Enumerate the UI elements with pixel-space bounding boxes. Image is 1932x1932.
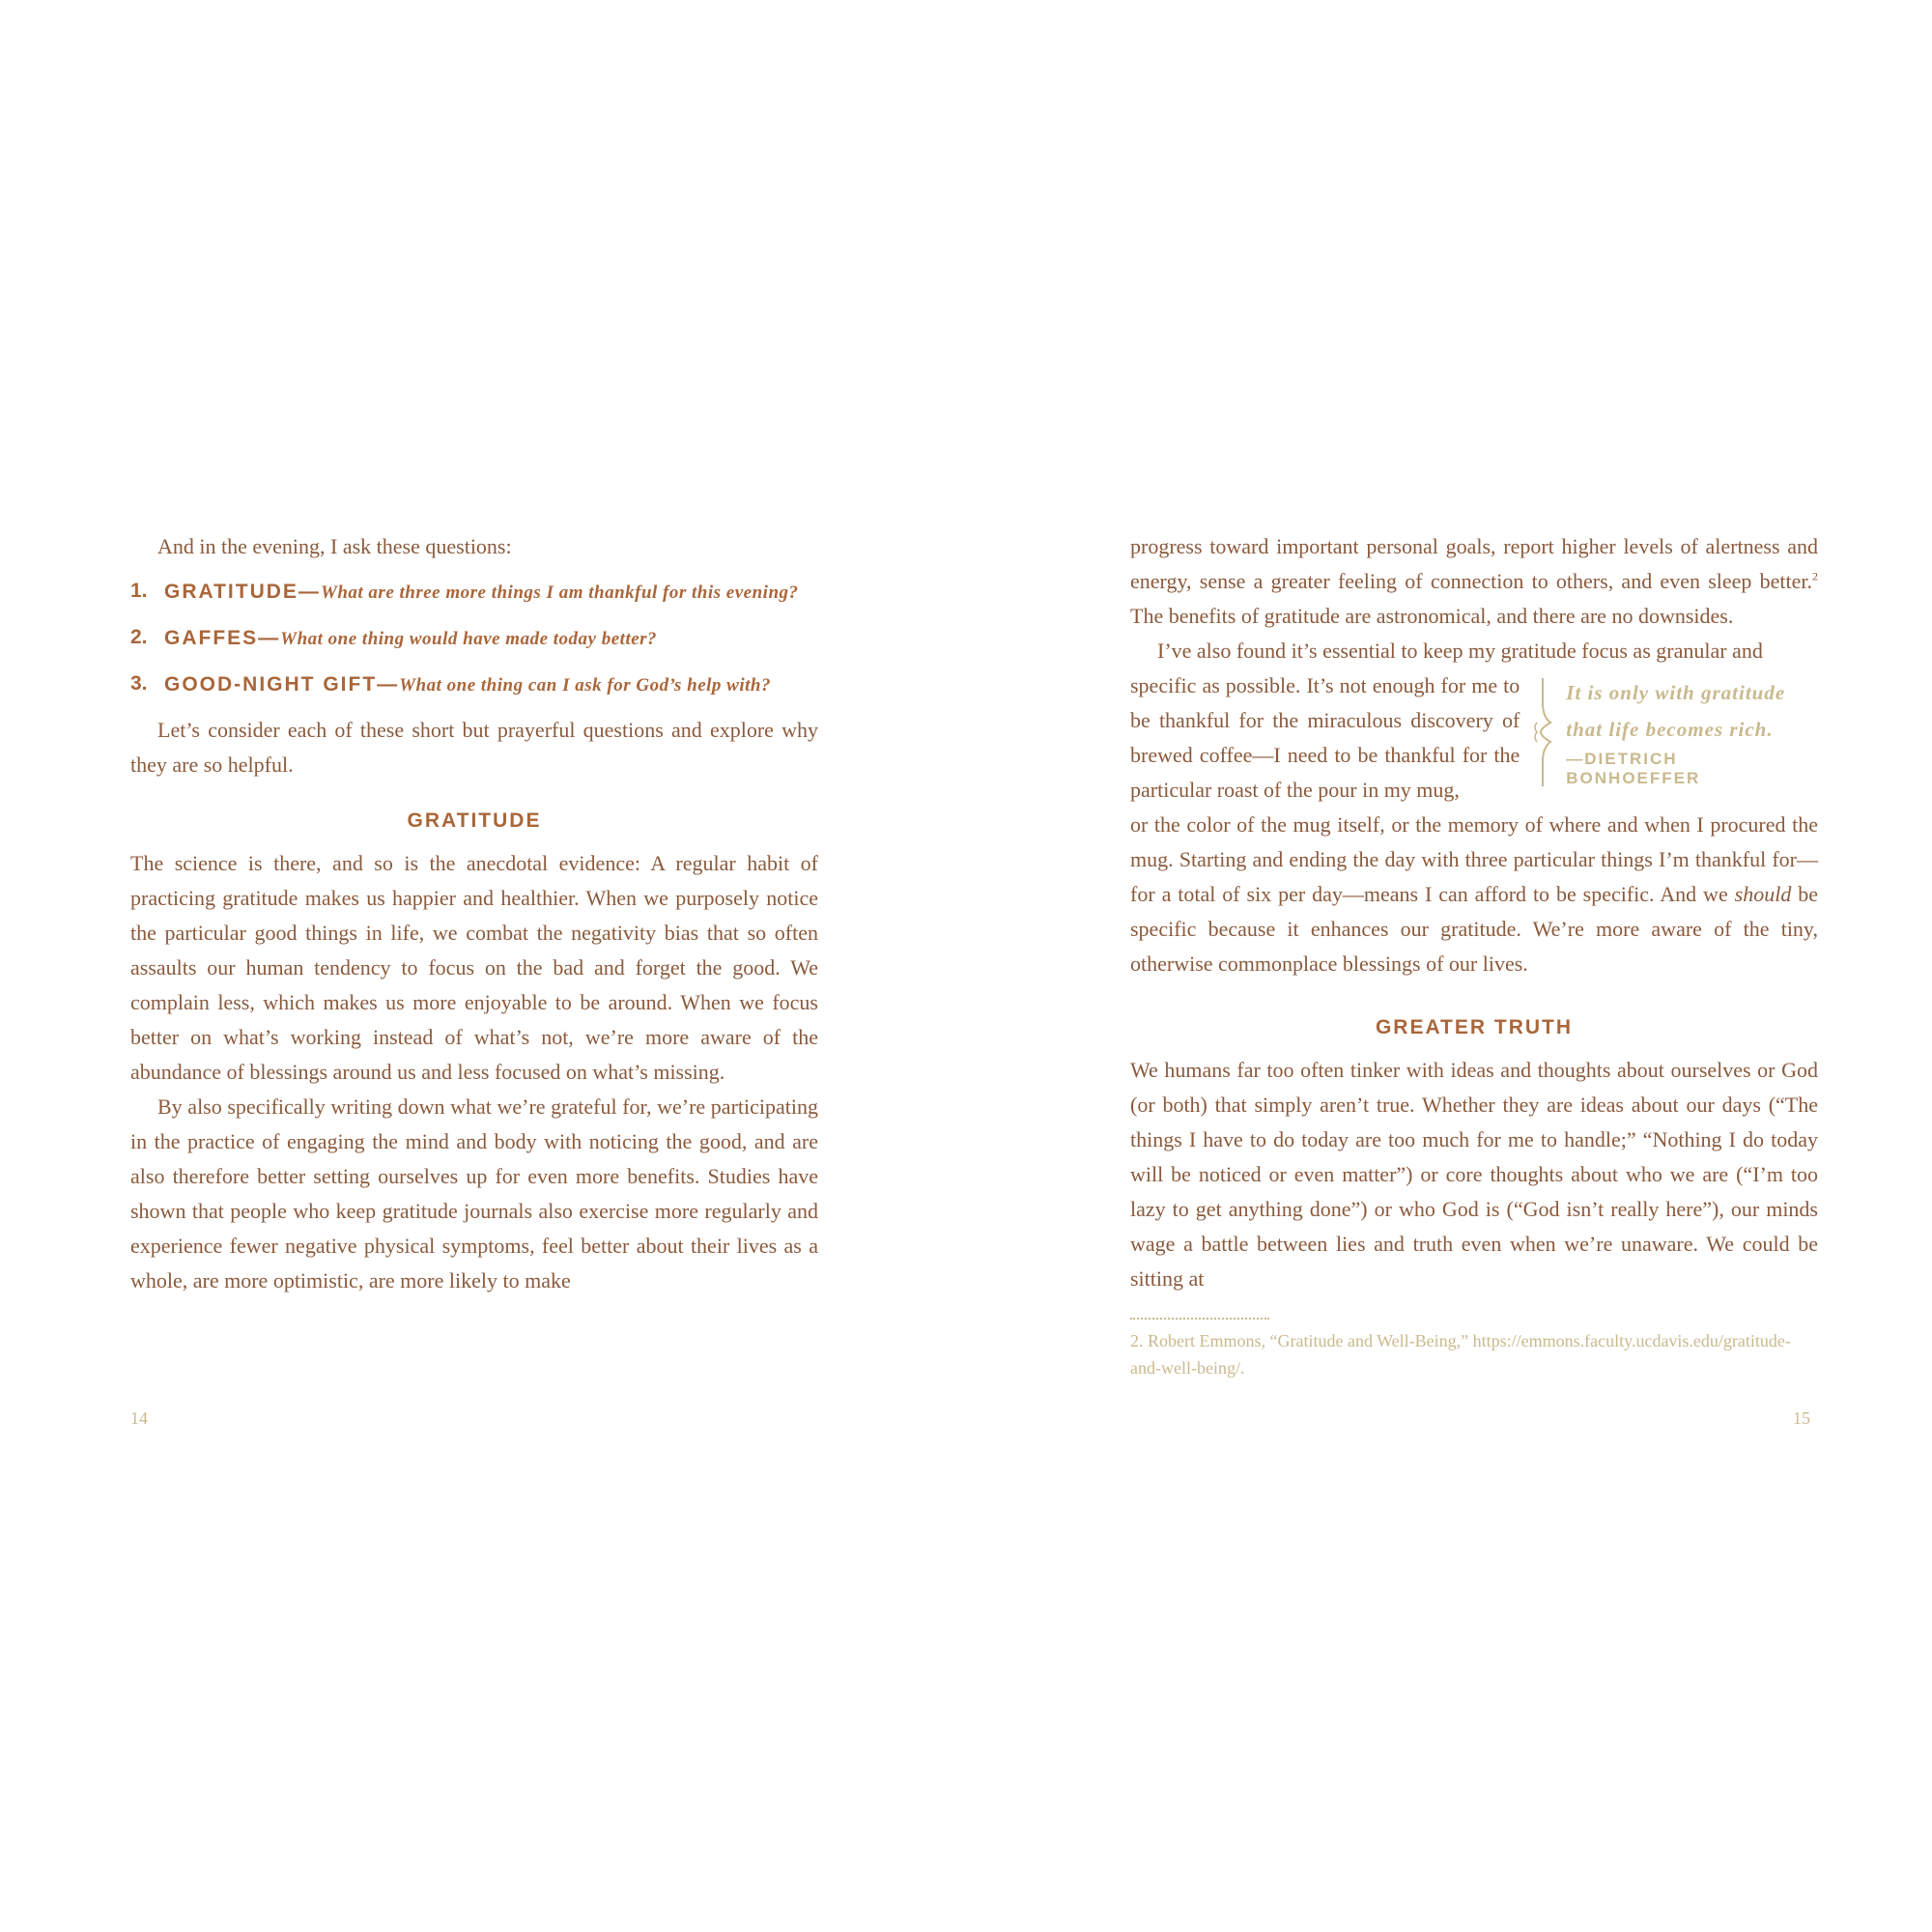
paragraph-text: The benefits of gratitude are astronomical, and there are no downsides. bbox=[1130, 604, 1734, 628]
body-paragraph: The science is there, and so is the anecdotal evidence: A regular habit of practicing gratitude makes us happier and healthier. When we purposely notice the particular good things in life, we combat the negativity bias that so often assaults our human tendency to focus on the bad and forget the good. We complain less, which makes us more enjoyable to be around. When we focus better on what’s working instead of what’s not, we’re more aware of the abundance of blessings around us and less focused on what’s missing. bbox=[130, 851, 818, 1084]
section-heading-gratitude: GRATITUDE bbox=[407, 810, 542, 832]
brace-ornament-icon bbox=[1529, 674, 1554, 790]
list-term: GRATITUDE— bbox=[164, 581, 321, 603]
paragraph-text: be specific because it enhances our gratitude. We’re more aware of the tiny, otherwise commonplace blessings of our lives. bbox=[1130, 882, 1819, 976]
body-paragraph bbox=[1130, 529, 1818, 634]
list-item bbox=[130, 574, 818, 611]
page-number-left: 14 bbox=[130, 1408, 148, 1428]
pull-quote-attribution: —DIETRICH BONHOEFFER bbox=[1566, 750, 1701, 787]
paragraph-text: or the color of the mug itself, or the memory of where and when I procured the mug. Starting and ending the day with three particular things I’m thankful for—for a total of six per day—means I can afford to be specific. And we bbox=[1130, 812, 1818, 906]
right-page bbox=[1130, 529, 1818, 1381]
list-item bbox=[130, 667, 818, 703]
pull-quote bbox=[1529, 674, 1818, 790]
after-list-paragraph: Let’s consider each of these short but prayerful questions and explore why they are so helpful. bbox=[130, 718, 818, 777]
list-number: 1. bbox=[130, 580, 148, 602]
list-term: GOOD-NIGHT GIFT— bbox=[164, 673, 400, 696]
paragraph-text: progress toward important personal goals, report higher levels of alertness and energy, sense a greater feeling of connection to others, and even sleep better. bbox=[1130, 534, 1818, 593]
body-paragraph: By also specifically writing down what we’re grateful for, we’re participating in the practice of engaging the mind and body with noticing the good, and are also therefore better setting ourselves up for even more benefits. Studies have shown that people who keep gratitude journals also exercise more regularly and experience fewer negative physical symptoms, feel better about their lives as a whole, are more optimistic, are more likely to make bbox=[130, 1094, 818, 1293]
question-list bbox=[130, 574, 818, 703]
list-number: 3. bbox=[130, 672, 148, 695]
pull-quote-content bbox=[1566, 674, 1818, 788]
list-question: What one thing would have made today better? bbox=[280, 629, 658, 649]
list-term: GAFFES— bbox=[164, 627, 281, 649]
footnote-divider bbox=[1130, 1318, 1269, 1320]
list-number: 2. bbox=[130, 626, 148, 648]
emphasis-text: should bbox=[1734, 882, 1792, 906]
list-question: What are three more things I am thankful for this evening? bbox=[320, 582, 799, 603]
footnote: 2. Robert Emmons, “Gratitude and Well-Being,” https://emmons.faculty.ucdavis.edu/gratitude-and-well-being/. bbox=[1130, 1331, 1791, 1378]
body-paragraph: We humans far too often tinker with ideas and thoughts about ourselves or God (or both) that simply aren’t true. Whether they are ideas about our days (“The things I have to do today are too much for me to handle;” “Nothing I do today will be noticed or even matter”) or core thoughts about who we are (“I’m too lazy to get anything done”) or who God is (“God isn’t really here”), our minds wage a battle between lies and truth even when we’re unaware. We could be sitting at bbox=[1130, 1058, 1818, 1291]
body-paragraph: I’ve also found it’s essential to keep my gratitude focus as granular and bbox=[1157, 639, 1763, 663]
section-heading-greater-truth: GREATER TRUTH bbox=[1375, 1016, 1574, 1038]
pull-quote-text: It is only with gratitude that life becomes rich. bbox=[1566, 681, 1786, 741]
body-paragraph bbox=[1130, 808, 1818, 981]
paragraph-text: specific as possible. It’s not enough for me to be thankful for the miraculous discovery of brewed coffee—I need to be thankful for the particular roast of the pour in my mug, bbox=[1130, 673, 1520, 802]
list-item bbox=[130, 620, 818, 657]
text-with-pull-quote bbox=[1130, 668, 1818, 808]
intro-paragraph: And in the evening, I ask these questions: bbox=[157, 534, 512, 558]
wrapped-text bbox=[1130, 668, 1520, 808]
list-question: What one thing can I ask for God’s help with? bbox=[399, 675, 771, 696]
left-page bbox=[130, 529, 818, 1298]
page-number-right: 15 bbox=[1793, 1408, 1810, 1428]
footnote-marker: 2 bbox=[1812, 569, 1818, 583]
